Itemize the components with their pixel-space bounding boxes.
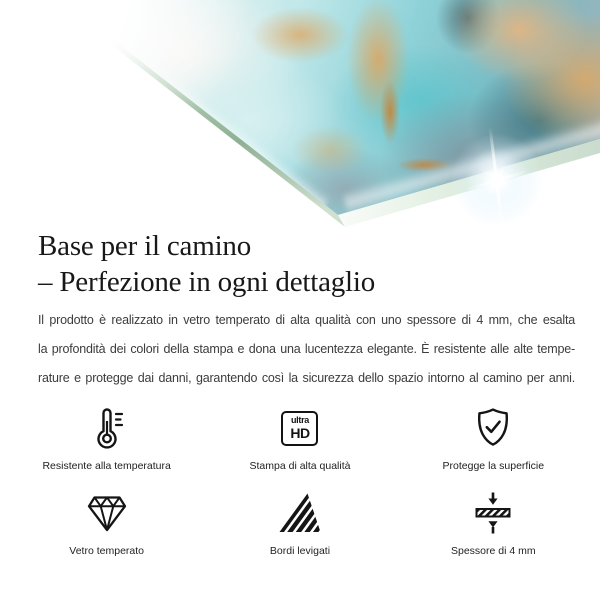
feature-label: Resistente alla temperatura xyxy=(42,460,171,472)
feature-polished-edges xyxy=(203,489,396,558)
feature-label: Vetro temperato xyxy=(69,545,145,557)
diamond-icon xyxy=(75,489,139,537)
feature-label: Stampa di alta qualità xyxy=(249,460,351,472)
ultra-hd-bottom-text: HD xyxy=(290,425,310,441)
feature-surface-protection xyxy=(397,404,590,473)
description-line: rature e protegge dai danni, garantendo così la sicurezza dello spazio intorno al camino per anni. xyxy=(38,371,575,385)
description-line: Il prodotto è realizzato in vetro temperato di alta qualità con uno spessore di 4 mm, che esalta xyxy=(38,313,575,327)
glass-reflection xyxy=(342,115,600,215)
feature-thickness xyxy=(397,489,590,558)
features-grid xyxy=(10,404,590,558)
polished-edges-icon xyxy=(268,489,332,537)
description-line: la profondità dei colori della stampa e dona una lucentezza elegante. È resistente alle alte tempe- xyxy=(38,342,575,356)
feature-label: Protegge la superficie xyxy=(442,460,545,472)
feature-label: Bordi levigati xyxy=(269,545,331,557)
ultra-hd-icon xyxy=(268,404,332,452)
thickness-icon xyxy=(461,489,525,537)
feature-print-quality xyxy=(203,404,396,473)
ultra-hd-top-text: ultra xyxy=(290,415,309,425)
thermometer-icon xyxy=(75,404,139,452)
shield-check-icon xyxy=(461,404,525,452)
feature-tempered-glass xyxy=(10,489,203,558)
glass-panel-artwork xyxy=(0,0,600,228)
page-title-line-1: Base per il camino xyxy=(38,230,252,262)
glass-reflection xyxy=(130,58,331,222)
product-image xyxy=(0,0,600,228)
product-description-text xyxy=(0,306,600,393)
feature-temperature-resistant xyxy=(10,404,203,473)
page-title-line-2: – Perfezione in ogni dettaglio xyxy=(38,266,376,298)
page-title xyxy=(0,228,600,300)
feature-label: Spessore di 4 mm xyxy=(451,545,536,557)
